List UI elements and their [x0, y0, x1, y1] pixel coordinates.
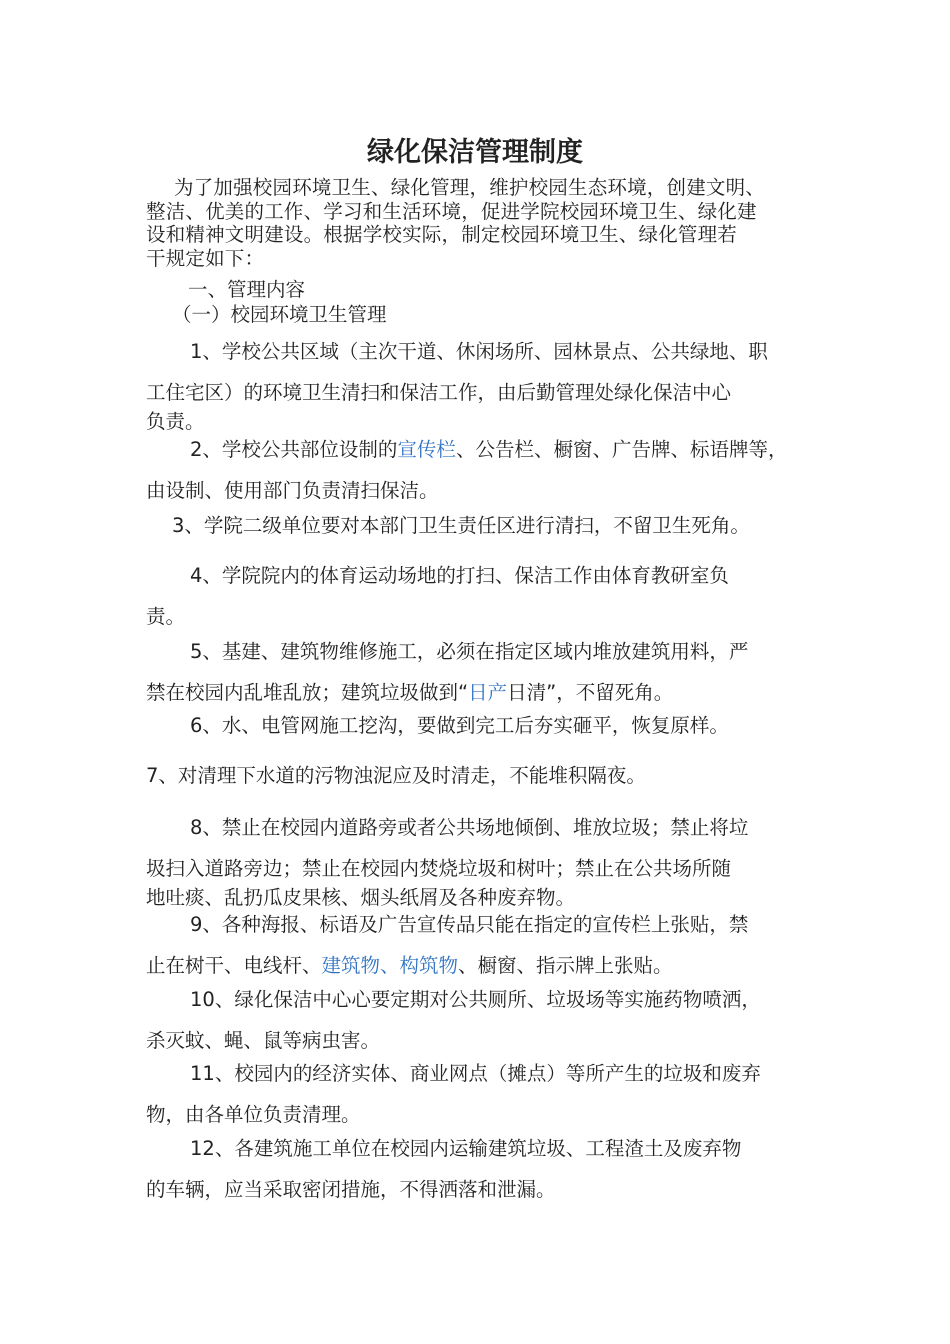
intro-paragraph — [146, 176, 818, 270]
list-item: 6、水、电管网施工挖沟，要做到完工后夯实砸平，恢复原样。 — [190, 714, 729, 737]
link-xuanchuanlan[interactable]: 宣传栏 — [397, 438, 456, 461]
subsection-heading: （一）校园环境卫生管理 — [172, 303, 387, 326]
list-item: 8、禁止在校园内道路旁或者公共场地倾倒、堆放垃圾；禁止将垃 圾扫入道路旁边；禁止在校园内焚烧垃圾和树叶；禁止在公共场所随 地吐痰、乱扔瓜皮果核、烟头纸屑及各种废弃物。 — [146, 816, 749, 909]
list-item: 3、学院二级单位要对本部门卫生责任区进行清扫，不留卫生死角。 — [172, 514, 750, 537]
list-item: 9、各种海报、标语及广告宣传品只能在指定的宣传栏上张贴，禁 止在树干、电线杆、建筑物、构筑物、橱窗、指示牌上张贴。 — [146, 913, 749, 977]
list-item: 12、各建筑施工单位在校园内运输建筑垃圾、工程渣土及废弃物 的车辆，应当采取密闭措施，不得洒落和泄漏。 — [146, 1137, 742, 1201]
list-item: 4、学院院内的体育运动场地的打扫、保洁工作由体育教研室负 责。 — [146, 564, 729, 628]
list-item: 2、学校公共部位设制的宣传栏、公告栏、橱窗、广告牌、标语牌等， 由设制、使用部门负责清扫保洁。 — [146, 438, 788, 502]
intro-line: 整洁、优美的工作、学习和生活环境，促进学院校园环境卫生、绿化建 — [146, 199, 757, 223]
intro-line: 干规定如下： — [146, 246, 265, 270]
document-title: 绿化保洁管理制度 — [367, 137, 583, 168]
link-jianzhuwu[interactable]: 建筑物、构筑物 — [321, 954, 459, 977]
list-item: 11、校园内的经济实体、商业网点（摊点）等所产生的垃圾和废弃 物，由各单位负责清理。 — [146, 1062, 761, 1126]
list-item: 1、学校公共区域（主次干道、休闲场所、园林景点、公共绿地、职 工住宅区）的环境卫生清扫和保洁工作，由后勤管理处绿化保洁中心 负责。 — [146, 340, 768, 433]
section-heading: 一、管理内容 — [188, 278, 306, 301]
link-richan[interactable]: 日产 — [468, 681, 508, 704]
list-item: 7、对清理下水道的污物浊泥应及时清走，不能堆积隔夜。 — [146, 764, 646, 787]
list-item: 5、基建、建筑物维修施工，必须在指定区域内堆放建筑用料，严 禁在校园内乱堆乱放；建筑垃圾做到“日产日清”，不留死角。 — [146, 640, 749, 704]
intro-line: 为了加强校园环境卫生、绿化管理，维护校园生态环境，创建文明、 — [174, 176, 766, 199]
list-item: 10、绿化保洁中心心要定期对公共厕所、垃圾场等实施药物喷洒， 杀灭蚊、蝇、鼠等病虫害。 — [146, 988, 761, 1052]
intro-line: 设和精神文明建设。根据学校实际，制定校园环境卫生、绿化管理若 — [146, 223, 738, 246]
